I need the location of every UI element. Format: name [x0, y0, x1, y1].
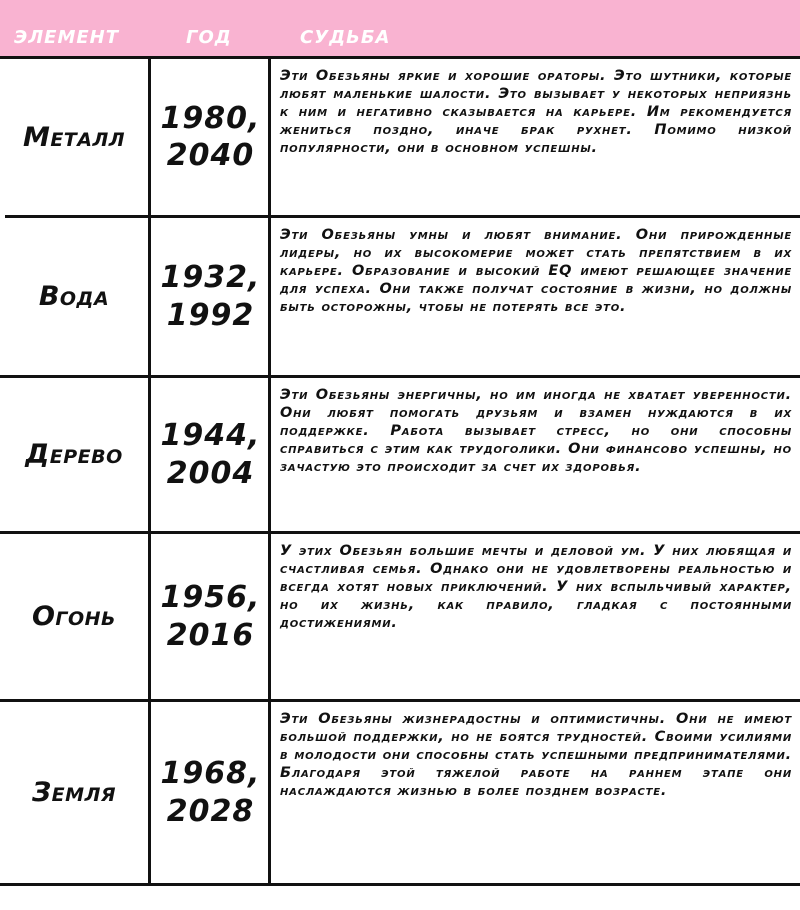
element-years: 1956, 2016: [160, 580, 261, 653]
element-years: 1944, 2004: [160, 418, 261, 491]
element-fate: У этих Обезьян большие мечты и деловой ум. У них любящая и счастливая семья. Однако они не удовлетворены реальностью и всегда хотят новых приключений. У них вспыльчивый характер, но их жизнь, как правило, гладкая с постоянными достижениями.: [280, 543, 792, 631]
element-years: 1980, 2040: [160, 100, 261, 173]
table-row: [0, 59, 800, 215]
header-fate: СУДЬБА: [300, 27, 391, 48]
row-divider: [0, 883, 800, 886]
element-fate: Эти Обезьяны жизнерадостны и оптимистичны. Они не имеют большой поддержки, но не боятся трудностей. Своими усилиями в молодости они способны стать успешными предпринимателями. Благодаря этой тяжелой работе на раннем этапе они наслаждаются жизнью в более позднем возрасте.: [280, 711, 792, 799]
element-fate: Эти Обезьяны энергичны, но им иногда не хватает уверенности. Они любят помогать друзьям и взамен нуждаются в их поддержке. Работа вызывает стресс, но они способны справиться с этим как трудоголики. Они финансово успешны, но зачастую это происходит за счет их здоровья.: [280, 387, 792, 475]
element-name: Огонь: [31, 601, 117, 632]
element-fate: Эти Обезьяны яркие и хорошие ораторы. Это шутники, которые любят маленькие шалости. Это вызывает у некоторых неприязнь к ним и негативно сказывается на карьере. Им рекомендуется жениться поздно, иначе брак рухнет. Помимо низкой популярности, они в основном успешны.: [280, 68, 792, 156]
element-years: 1968, 2028: [160, 756, 261, 829]
element-name: Земля: [32, 777, 116, 808]
table-header: [0, 0, 800, 56]
element-fate: Эти Обезьяны умны и любят внимание. Они прирожденные лидеры, но их высокомерие может стать препятствием в их карьере. Образование и высокий EQ имеют решающее значение для успеха. Они также получат состояние в жизни, но должны быть осторожны, чтобы не потерять все это.: [280, 227, 792, 315]
element-years: 1932, 1992: [160, 260, 261, 333]
table-row: [0, 702, 800, 883]
header-year: ГОД: [186, 27, 232, 48]
header-element: ЭЛЕМЕНТ: [14, 27, 120, 48]
table-row: [0, 218, 800, 375]
element-name: Вода: [38, 281, 110, 312]
table-row: [0, 378, 800, 531]
element-name: Дерево: [25, 439, 123, 470]
table-row: [0, 534, 800, 699]
element-name: Металл: [22, 121, 126, 153]
